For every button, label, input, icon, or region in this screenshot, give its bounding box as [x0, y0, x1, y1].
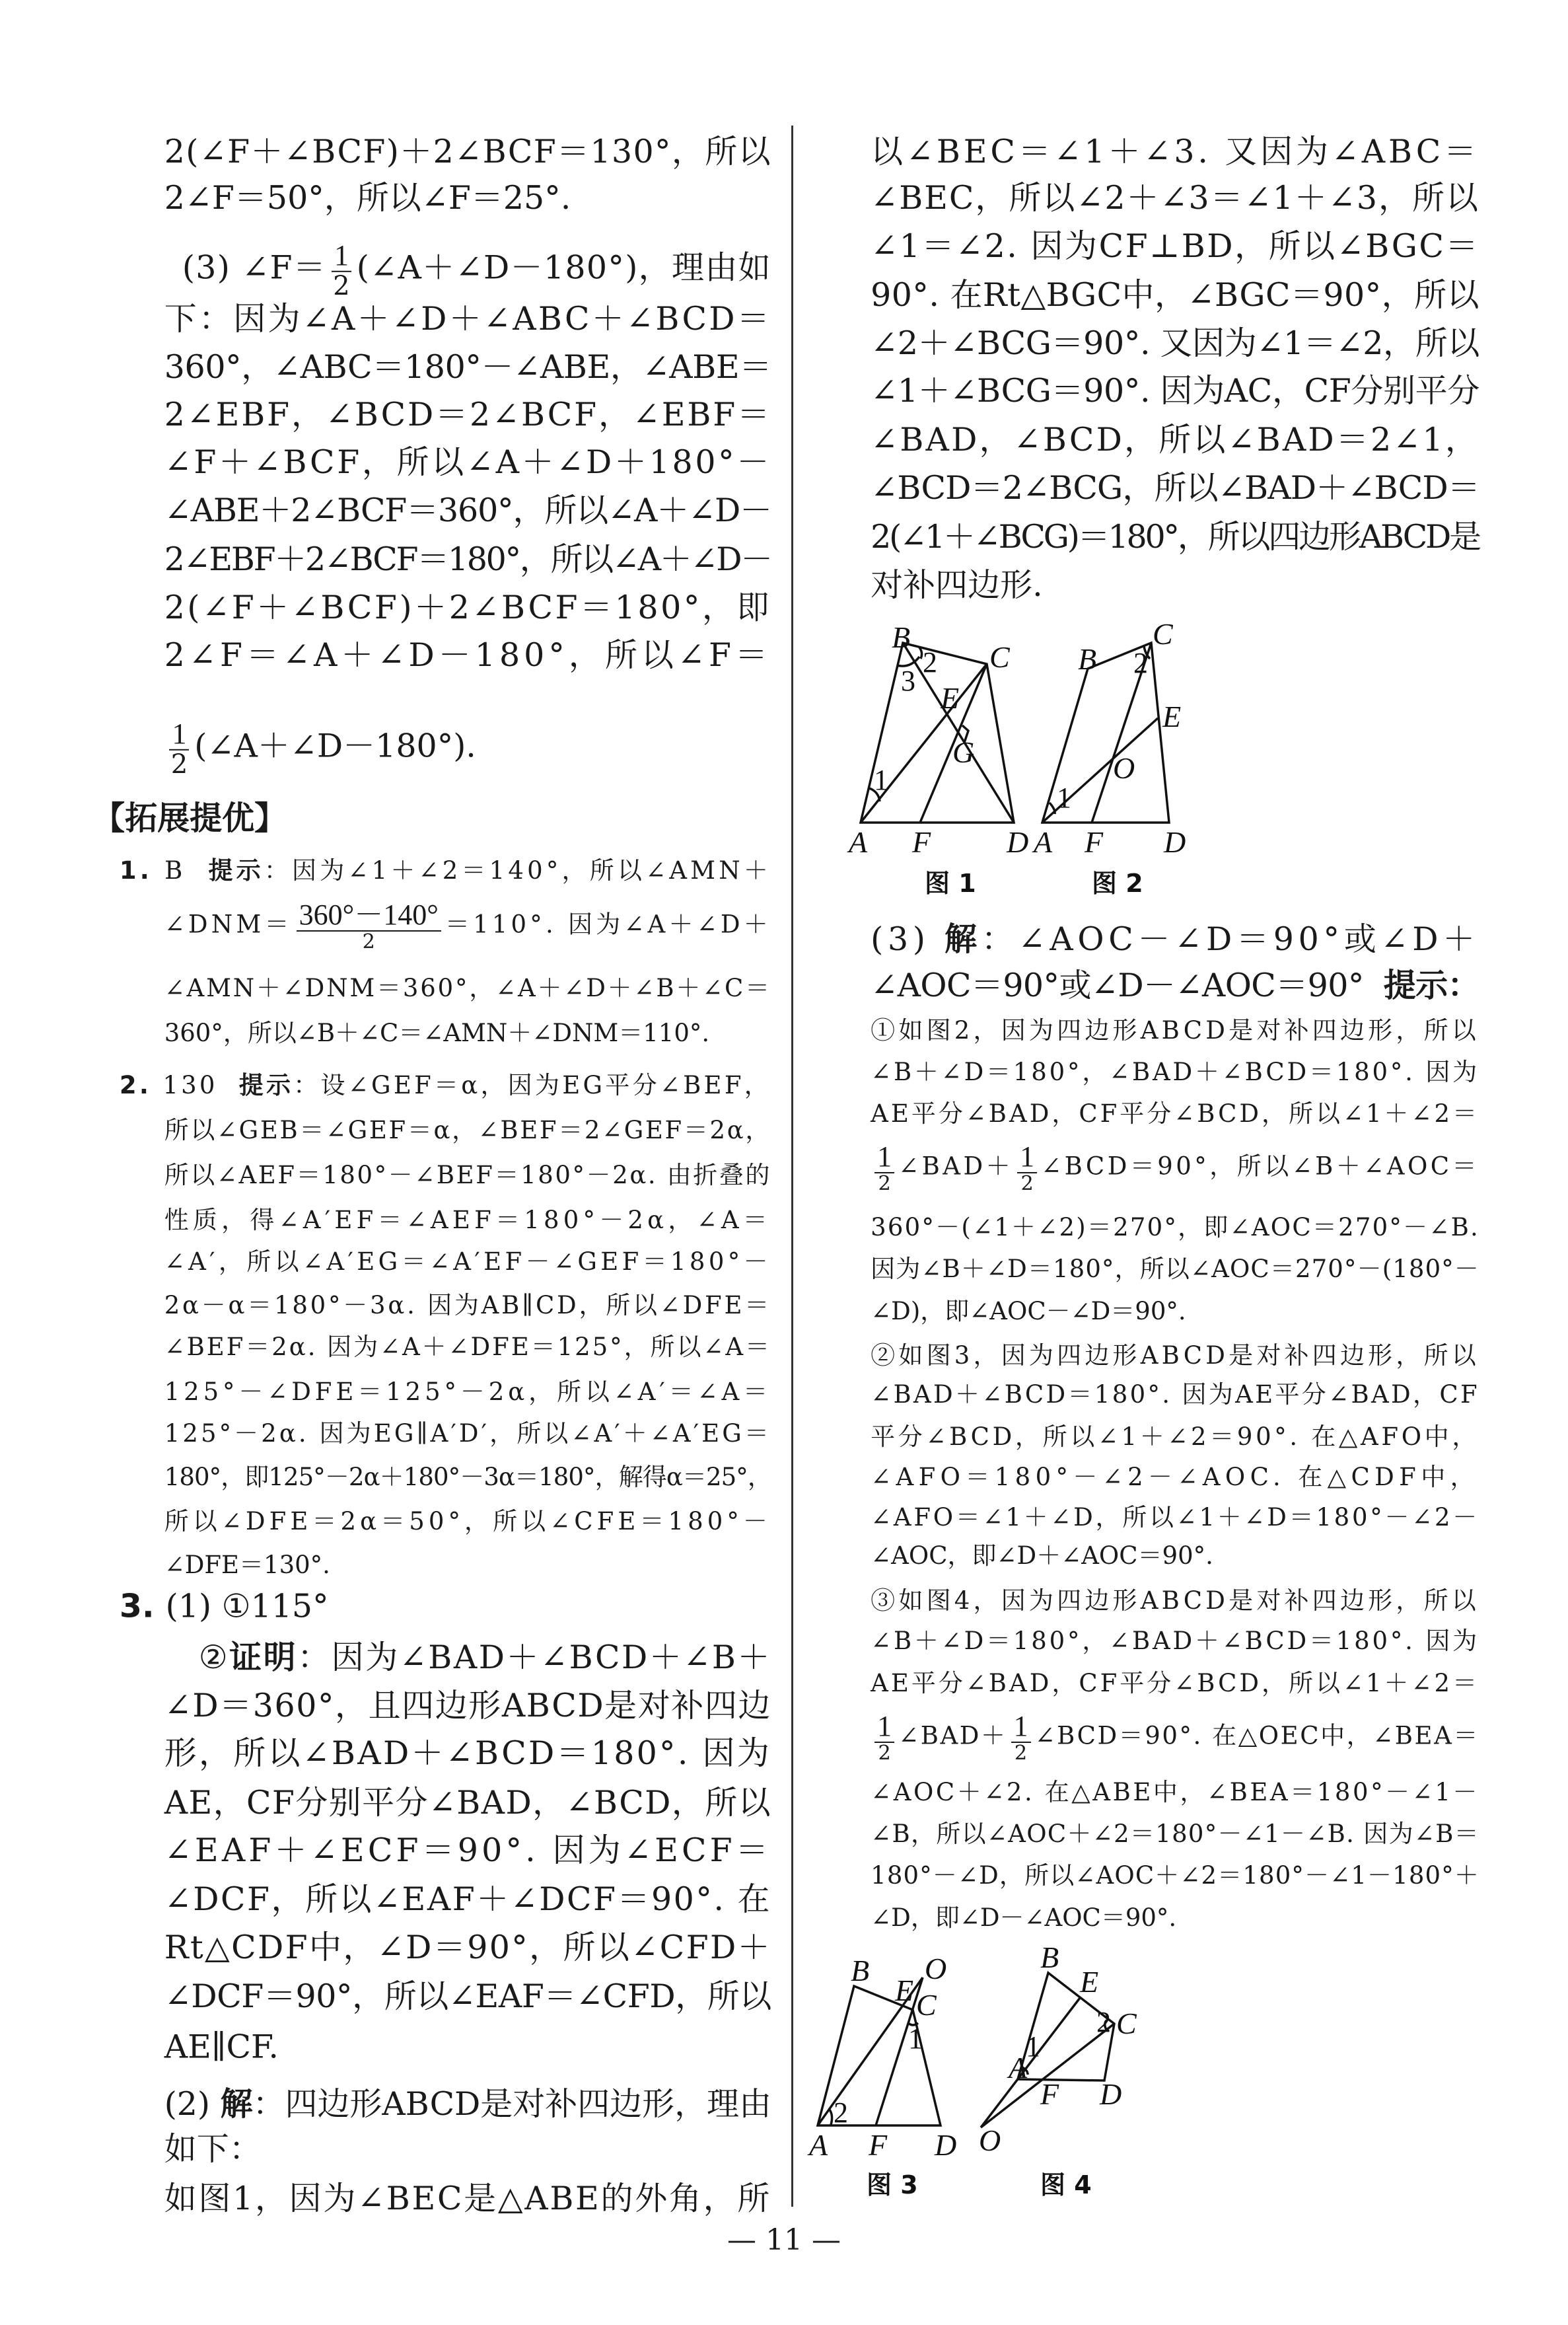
text-segment: ①如图2，因为四边形ABCD是对补四边形，所以: [871, 1015, 1479, 1045]
fraction-numerator: 1: [874, 1142, 894, 1173]
fig3-label-o: O: [925, 1952, 947, 1985]
fraction-numerator: 1: [169, 719, 189, 751]
fig2-label-b: B: [1078, 642, 1097, 676]
bold-label: 2.: [119, 1071, 163, 1100]
text-segment: B: [164, 856, 209, 885]
fraction-denominator: 2: [878, 1741, 891, 1765]
text-segment: ∠F＋∠BCF，所以∠A＋∠D＋180°－: [164, 443, 771, 482]
text-segment: ∠BAD，∠BCD，所以∠BAD＝2∠1，: [871, 421, 1479, 459]
text-segment: 形，所以∠BAD＋∠BCD＝180°. 因为: [164, 1734, 771, 1772]
text-segment: ∠D，即∠D－∠AOC＝90°.: [871, 1903, 1177, 1932]
fig4-caption: 图 4: [1040, 2170, 1092, 2199]
text-segment: ②如图3，因为四边形ABCD是对补四边形，所以: [871, 1341, 1479, 1370]
text-segment: ∠ABE＋2∠BCF＝360°，所以∠A＋∠D－: [164, 491, 771, 529]
fig2-caption: 图 2: [1092, 869, 1143, 898]
fig4-label-d: D: [1100, 2077, 1122, 2111]
fig3-label-d: D: [935, 2128, 957, 2162]
text-segment: 所以∠DFE＝2α＝50°，所以∠CFE＝180°－: [164, 1507, 771, 1536]
text-segment: 以∠BEC＝∠1＋∠3. 又因为∠ABC＝: [871, 133, 1479, 171]
fig1-label-b: B: [892, 620, 911, 654]
text-segment: 180°，即125°－2α＋180°－3α＝180°，解得α＝25°，: [164, 1462, 771, 1491]
fraction-denominator: 2: [878, 1172, 891, 1196]
text-segment: ∠1＋∠BCG＝90°. 因为AC，CF分别平分: [871, 371, 1479, 410]
fraction-denominator: 2: [333, 271, 350, 302]
text-segment: AE平分∠BAD，CF平分∠BCD，所以∠1＋∠2＝: [871, 1099, 1479, 1128]
fig4-label-b: B: [1040, 1940, 1059, 1974]
text-segment: AE平分∠BAD，CF平分∠BCD，所以∠1＋∠2＝: [871, 1668, 1479, 1697]
fraction-denominator: 2: [362, 930, 375, 953]
fig2-angle-1: 1: [1057, 782, 1071, 814]
text-segment: ∠BCD＝90°. 在△OEC中，∠BEA＝: [1034, 1721, 1479, 1750]
fig1-label-e: E: [941, 681, 960, 715]
fig1-label-d: D: [1007, 825, 1029, 859]
text-segment: (3): [871, 920, 945, 958]
text-segment: 2(∠F＋∠BCF)＋2∠BCF＝130°，所以: [164, 133, 771, 171]
text-segment: ：设∠GEF＝α，因为EG平分∠BEF，: [293, 1071, 772, 1100]
text-segment: Rt△CDF中，∠D＝90°，所以∠CFD＋: [164, 1928, 771, 1966]
text-segment: (1) ①115°: [165, 1587, 329, 1625]
text-segment: 90°. 在Rt△BGC中，∠BGC＝90°，所以: [871, 276, 1479, 314]
fraction-numerator: 1: [1011, 1711, 1031, 1743]
text-segment: ：∠AOC－∠D＝90°或∠D＋: [981, 920, 1479, 958]
text-segment: ∠A′，所以∠A′EG＝∠A′EF－∠GEF＝180°－: [164, 1247, 771, 1276]
text-segment: 如图1，因为∠BEC是△ABE的外角，所: [164, 2179, 771, 2217]
text-segment: 2∠EBF＋2∠BCF＝180°，所以∠A＋∠D－: [164, 540, 771, 579]
fig3-label-c: C: [916, 1988, 937, 2022]
text-segment: ∠AOC＝90°或∠D－∠AOC＝90°: [871, 966, 1384, 1004]
text-segment: ：因为∠1＋∠2＝140°，所以∠AMN＋: [264, 856, 772, 885]
text-segment: ∠BAD＋: [898, 1721, 1007, 1750]
bold-label: 证明: [229, 1639, 298, 1677]
text-segment: AE，CF分别平分∠BAD，∠BCD，所以: [164, 1783, 771, 1822]
text-segment: ∠BEC，所以∠2＋∠3＝∠1＋∠3，所以: [871, 179, 1479, 217]
text-segment: ∠DCF，所以∠EAF＋∠DCF＝90°. 在: [164, 1880, 771, 1919]
fig1-label-g: G: [952, 735, 975, 769]
text-segment: 性质，得∠A′EF＝∠AEF＝180°－2α，∠A＝: [164, 1205, 771, 1234]
fraction-numerator: 1: [874, 1711, 894, 1743]
fig4-label-e: E: [1080, 1965, 1099, 1999]
text-segment: 2∠EBF，∠BCD＝2∠BCF，∠EBF＝: [164, 396, 771, 434]
fig3-label-f: F: [869, 2128, 888, 2162]
text-segment: ∠BCD＝90°，所以∠B＋∠AOC＝: [1041, 1152, 1479, 1181]
fig2-label-d: D: [1164, 825, 1186, 859]
text-segment: 下：因为∠A＋∠D＋∠ABC＋∠BCD＝: [164, 300, 771, 338]
bold-label: 3.: [119, 1587, 166, 1625]
text-segment: ∠DCF＝90°，所以∠EAF＝∠CFD，所以: [164, 1977, 771, 2016]
fig1-caption: 图 1: [925, 869, 976, 898]
fig2-label-c: C: [1153, 617, 1173, 651]
text-segment: (3) ∠F＝: [182, 248, 327, 287]
text-segment: ∠B，所以∠AOC＋∠2＝180°－∠1－∠B. 因为∠B＝: [871, 1819, 1479, 1848]
text-segment: ∠AMN＋∠DNM＝360°，∠A＋∠D＋∠B＋∠C＝: [164, 974, 771, 1003]
text-segment: 360°，所以∠B＋∠C＝∠AMN＋∠DNM＝110°.: [164, 1019, 710, 1048]
text-segment: 130: [162, 1071, 239, 1100]
bold-label: 提示：: [1383, 966, 1479, 1004]
page-number: — 11 —: [727, 2223, 841, 2257]
fig2-label-a: A: [1034, 825, 1053, 859]
fig1-angle-1: 1: [874, 764, 888, 796]
text-segment: 180°－∠D，所以∠AOC＋∠2＝180°－∠1－180°＋: [871, 1861, 1479, 1890]
text-segment: 所以∠AEF＝180°－∠BEF＝180°－2α. 由折叠的: [164, 1160, 771, 1189]
text-segment: ∠D＝360°，且四边形ABCD是对补四边: [164, 1686, 771, 1724]
text-segment: 2∠F＝50°，所以∠F＝25°.: [164, 179, 571, 217]
text-segment: ：因为∠BAD＋∠BCD＋∠B＋: [297, 1639, 771, 1677]
fig1-label-a: A: [849, 825, 868, 859]
bold-label: 提示: [238, 1071, 294, 1100]
text-segment: ＝110°. 因为∠A＋∠D＋: [445, 910, 771, 939]
fig3-label-b: B: [851, 1954, 870, 1987]
bold-label: 解: [944, 920, 981, 958]
text-segment: 平分∠BCD，所以∠1＋∠2＝90°. 在△AFO中，: [871, 1422, 1479, 1451]
fig3-angle-2: 2: [834, 2096, 848, 2129]
bold-label: 解: [220, 2085, 253, 2123]
text-segment: 如下：: [164, 2130, 262, 2168]
text-segment: ∠BAD＋: [898, 1152, 1014, 1181]
fraction-denominator: 2: [1014, 1741, 1028, 1765]
text-segment: 360°－(∠1＋∠2)＝270°，即∠AOC＝270°－∠B.: [871, 1213, 1479, 1242]
text-segment: ③如图4，因为四边形ABCD是对补四边形，所以: [871, 1586, 1479, 1615]
fig4-angle-1: 1: [1026, 2030, 1040, 2063]
text-segment: ∠AOC，即∠D＋∠AOC＝90°.: [871, 1541, 1213, 1570]
fig2-label-f: F: [1085, 825, 1104, 859]
fig4-label-c: C: [1116, 2007, 1137, 2040]
text-segment: ∠1＝∠2. 因为CF⊥BD，所以∠BGC＝: [871, 227, 1479, 265]
text-segment: ∠DFE＝130°.: [164, 1551, 330, 1579]
text-segment: 2∠F＝∠A＋∠D－180°，所以∠F＝: [164, 636, 771, 675]
text-segment: 2(∠1＋∠BCG)＝180°，所以四边形ABCD是: [871, 518, 1479, 556]
fig4-label-a: A: [1009, 2051, 1028, 2085]
fraction-denominator: 2: [1020, 1172, 1034, 1196]
text-segment: 125°－∠DFE＝125°－2α，所以∠A′＝∠A＝: [164, 1377, 771, 1406]
text-segment: ∠EAF＋∠ECF＝90°. 因为∠ECF＝: [164, 1831, 771, 1869]
text-segment: (∠A＋∠D－180°).: [194, 727, 476, 765]
text-segment: 对补四边形.: [871, 566, 1043, 604]
text-segment: ∠BAD＋∠BCD＝180°. 因为AE平分∠BAD，CF: [871, 1380, 1479, 1409]
fig4-label-o: O: [979, 2123, 1001, 2157]
text-segment: ②: [198, 1639, 230, 1677]
text-segment: ∠B＋∠D＝180°，∠BAD＋∠BCD＝180°. 因为: [871, 1057, 1479, 1086]
bold-label: 【拓展提优】: [92, 799, 287, 837]
fig1-label-f: F: [912, 825, 931, 859]
text-segment: AE∥CF.: [164, 2028, 279, 2066]
fig4-angle-2: 2: [1096, 2006, 1111, 2038]
bold-label: 提示: [208, 856, 264, 885]
fraction-numerator: 360°－140°: [297, 900, 441, 932]
text-segment: (∠A＋∠D－180°)，理由如: [356, 248, 771, 287]
text-segment: ∠2＋∠BCG＝90°. 又因为∠1＝∠2，所以: [871, 324, 1479, 362]
fraction-denominator: 2: [170, 749, 188, 780]
fraction-numerator: 1: [332, 240, 351, 272]
text-segment: ∠BEF＝2α. 因为∠A＋∠DFE＝125°，所以∠A＝: [164, 1332, 771, 1361]
text-segment: 所以∠GEB＝∠GEF＝α，∠BEF＝2∠GEF＝2α，: [164, 1116, 771, 1145]
fig2-label-e: E: [1162, 700, 1182, 733]
text-segment: (2): [164, 2085, 221, 2123]
text-segment: 125°－2α. 因为EG∥A′D′，所以∠A′＋∠A′EG＝: [164, 1419, 771, 1448]
fig1-angle-2: 2: [923, 646, 937, 679]
text-segment: ∠AFO＝∠1＋∠D，所以∠1＋∠D＝180°－∠2－: [871, 1502, 1479, 1532]
text-segment: 360°，∠ABC＝180°－∠ABE，∠ABE＝: [164, 348, 771, 386]
text-segment: 2(∠F＋∠BCF)＋2∠BCF＝180°，即: [164, 588, 771, 626]
text-segment: ∠B＋∠D＝180°，∠BAD＋∠BCD＝180°. 因为: [871, 1627, 1479, 1656]
text-segment: ∠AOC＋∠2. 在△ABE中，∠BEA＝180°－∠1－: [871, 1777, 1479, 1806]
text-segment: ∠AFO＝180°－∠2－∠AOC. 在△CDF中，: [871, 1462, 1479, 1491]
fig3-label-a: A: [809, 2128, 828, 2162]
fig3-label-e: E: [895, 1974, 914, 2007]
bold-label: 1.: [119, 856, 165, 885]
text-segment: ：四边形ABCD是对补四边形，理由: [252, 2085, 771, 2123]
fig2-label-o: O: [1113, 751, 1135, 785]
text-segment: 2α－α＝180°－3α. 因为AB∥CD，所以∠DFE＝: [164, 1290, 771, 1319]
text-segment: ∠D)，即∠AOC－∠D＝90°.: [871, 1296, 1186, 1325]
fig3-angle-1: 1: [908, 2022, 923, 2055]
text-segment: 因为∠B＋∠D＝180°，所以∠AOC＝270°－(180°－: [871, 1255, 1479, 1284]
text-segment: ∠DNM＝: [164, 910, 293, 939]
fig4-label-f: F: [1040, 2077, 1059, 2111]
fig2-angle-2: 2: [1133, 647, 1148, 679]
fraction-numerator: 1: [1017, 1142, 1037, 1173]
text-segment: ∠BCD＝2∠BCG，所以∠BAD＋∠BCD＝: [871, 468, 1479, 507]
fig1-label-c: C: [989, 640, 1010, 674]
fig3-caption: 图 3: [867, 2170, 918, 2199]
fig1-angle-3: 3: [901, 665, 915, 697]
